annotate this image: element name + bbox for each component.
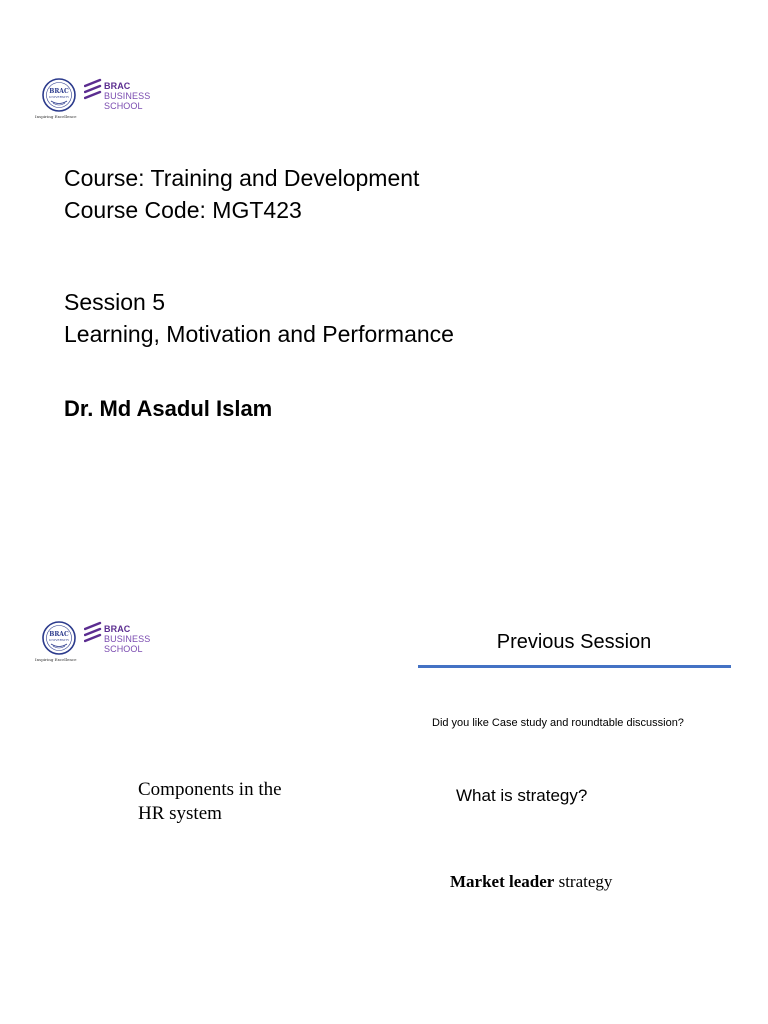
seal-caption: Inspiring Excellence [35, 114, 77, 119]
course-block [64, 162, 419, 226]
brand-line-2: BUSINESS [104, 91, 151, 101]
components-line-2: HR system [138, 803, 222, 824]
title-underline [418, 665, 731, 668]
course-name: Course: Training and Development [64, 165, 420, 191]
brand-line-1: BRAC [104, 81, 131, 91]
brand-wordmark [104, 81, 150, 111]
brand-wordmark [104, 624, 150, 654]
seal-top-text: BRAC [49, 631, 69, 638]
strategy-question: What is strategy? [456, 786, 588, 805]
slide-title: Previous Session [496, 631, 652, 653]
brand-line-3: SCHOOL [104, 644, 143, 654]
seal-bottom-text: UNIVERSITY [48, 638, 70, 642]
author-name: Dr. Md Asadul Islam [64, 396, 273, 421]
seal-bottom-text: UNIVERSITY [48, 95, 70, 99]
market-leader-strategy [450, 872, 612, 892]
components-text [138, 778, 282, 826]
course-code: Course Code: MGT423 [64, 197, 302, 223]
market-leader-bold: Market leader [450, 872, 555, 891]
brand-stripes-icon [84, 78, 102, 104]
previous-session-slide [0, 512, 768, 1024]
brac-logo [36, 76, 150, 122]
session-title: Learning, Motivation and Performance [64, 321, 454, 347]
brac-university-seal-icon [36, 76, 82, 122]
seal-top-text: BRAC [49, 88, 69, 95]
market-strategy-rest: strategy [554, 872, 613, 891]
brand-line-3: SCHOOL [104, 101, 143, 111]
session-block [64, 286, 454, 350]
brac-university-seal-icon [36, 619, 82, 665]
brand-line-1: BRAC [104, 624, 131, 634]
brand-line-2: BUSINESS [104, 634, 151, 644]
discussion-question: Did you like Case study and roundtable discussion? [432, 717, 684, 729]
components-line-1: Components in the [138, 779, 282, 800]
brand-stripes-icon [84, 621, 102, 647]
seal-caption: Inspiring Excellence [35, 657, 77, 662]
session-number: Session 5 [64, 289, 166, 315]
brac-logo [36, 619, 150, 665]
